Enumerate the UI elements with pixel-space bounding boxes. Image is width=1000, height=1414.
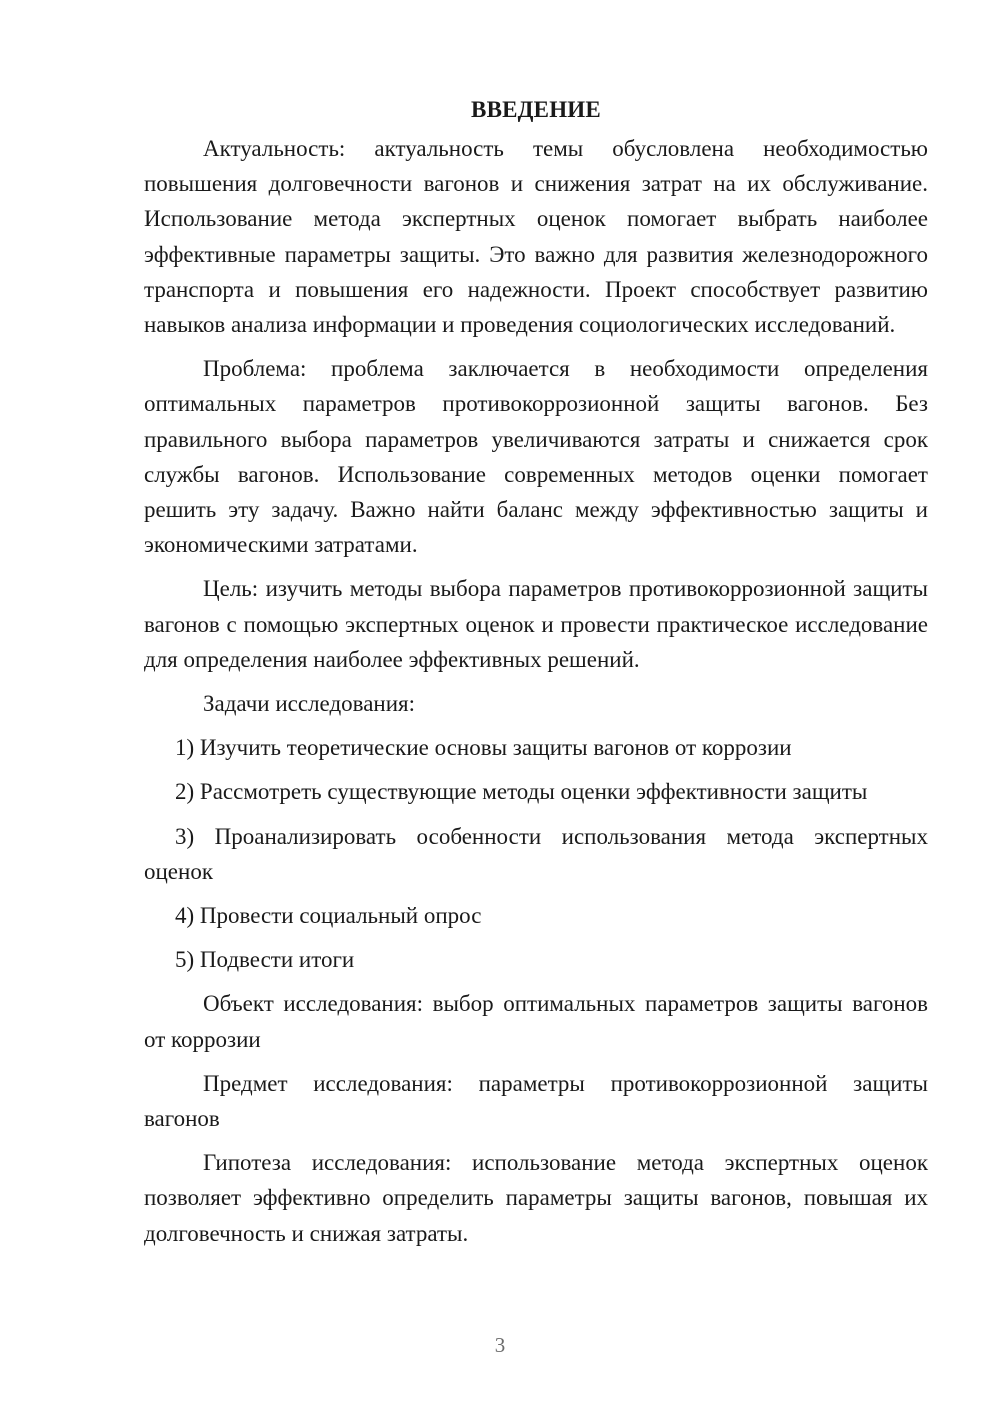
document-title: ВВЕДЕНИЕ (471, 97, 601, 122)
task-item-5: 5) Подвести итоги (175, 947, 355, 973)
hypothesis-paragraph: Гипотеза исследования: использование метода экспертных оценок позволяет эффективно определить параметры защиты вагонов, повышая их долговечность и снижая затраты. (144, 1150, 928, 1246)
subject-paragraph: Предмет исследования: параметры противокоррозионной защиты вагонов (144, 1070, 928, 1132)
tasks-heading: Задачи исследования: (203, 691, 416, 717)
task-item-2: 2) Рассмотреть существующие методы оценки эффективности защиты (175, 779, 868, 805)
page-number: 3 (494, 1333, 506, 1357)
goal-paragraph: Цель: изучить методы выбора параметров противокоррозионной защиты вагонов с помощью экспертных оценок и провести практическое исследование для определения наиболее эффективных решений. (144, 576, 928, 672)
relevance-paragraph: Актуальность: актуальность темы обусловлена необходимостью повышения долговечности вагонов и снижения затрат на их обслуживание. Использование метода экспертных оценок помогает выбрать наиболее эффективные параметры защиты. Это важно для развития железнодорожного транспорта и повышения его надежности. Проект способствует развитию навыков анализа информации и проведения социологических исследований. (144, 136, 928, 338)
problem-paragraph: Проблема: проблема заключается в необходимости определения оптимальных параметров противокоррозионной защиты вагонов. Без правильного выбора параметров увеличиваются затраты и снижается срок службы вагонов. Использование современных методов оценки помогает решить эту задачу. Важно найти баланс между эффективностью защиты и экономическими затратами. (144, 356, 928, 558)
task-item-4: 4) Провести социальный опрос (175, 903, 482, 929)
task-item-3: 3) Проанализировать особенности использования метода экспертных оценок (144, 823, 928, 884)
object-paragraph: Объект исследования: выбор оптимальных параметров защиты вагонов от коррозии (144, 991, 928, 1052)
document-page (144, 92, 928, 1251)
task-item-1: 1) Изучить теоретические основы защиты вагонов от коррозии (175, 735, 792, 761)
